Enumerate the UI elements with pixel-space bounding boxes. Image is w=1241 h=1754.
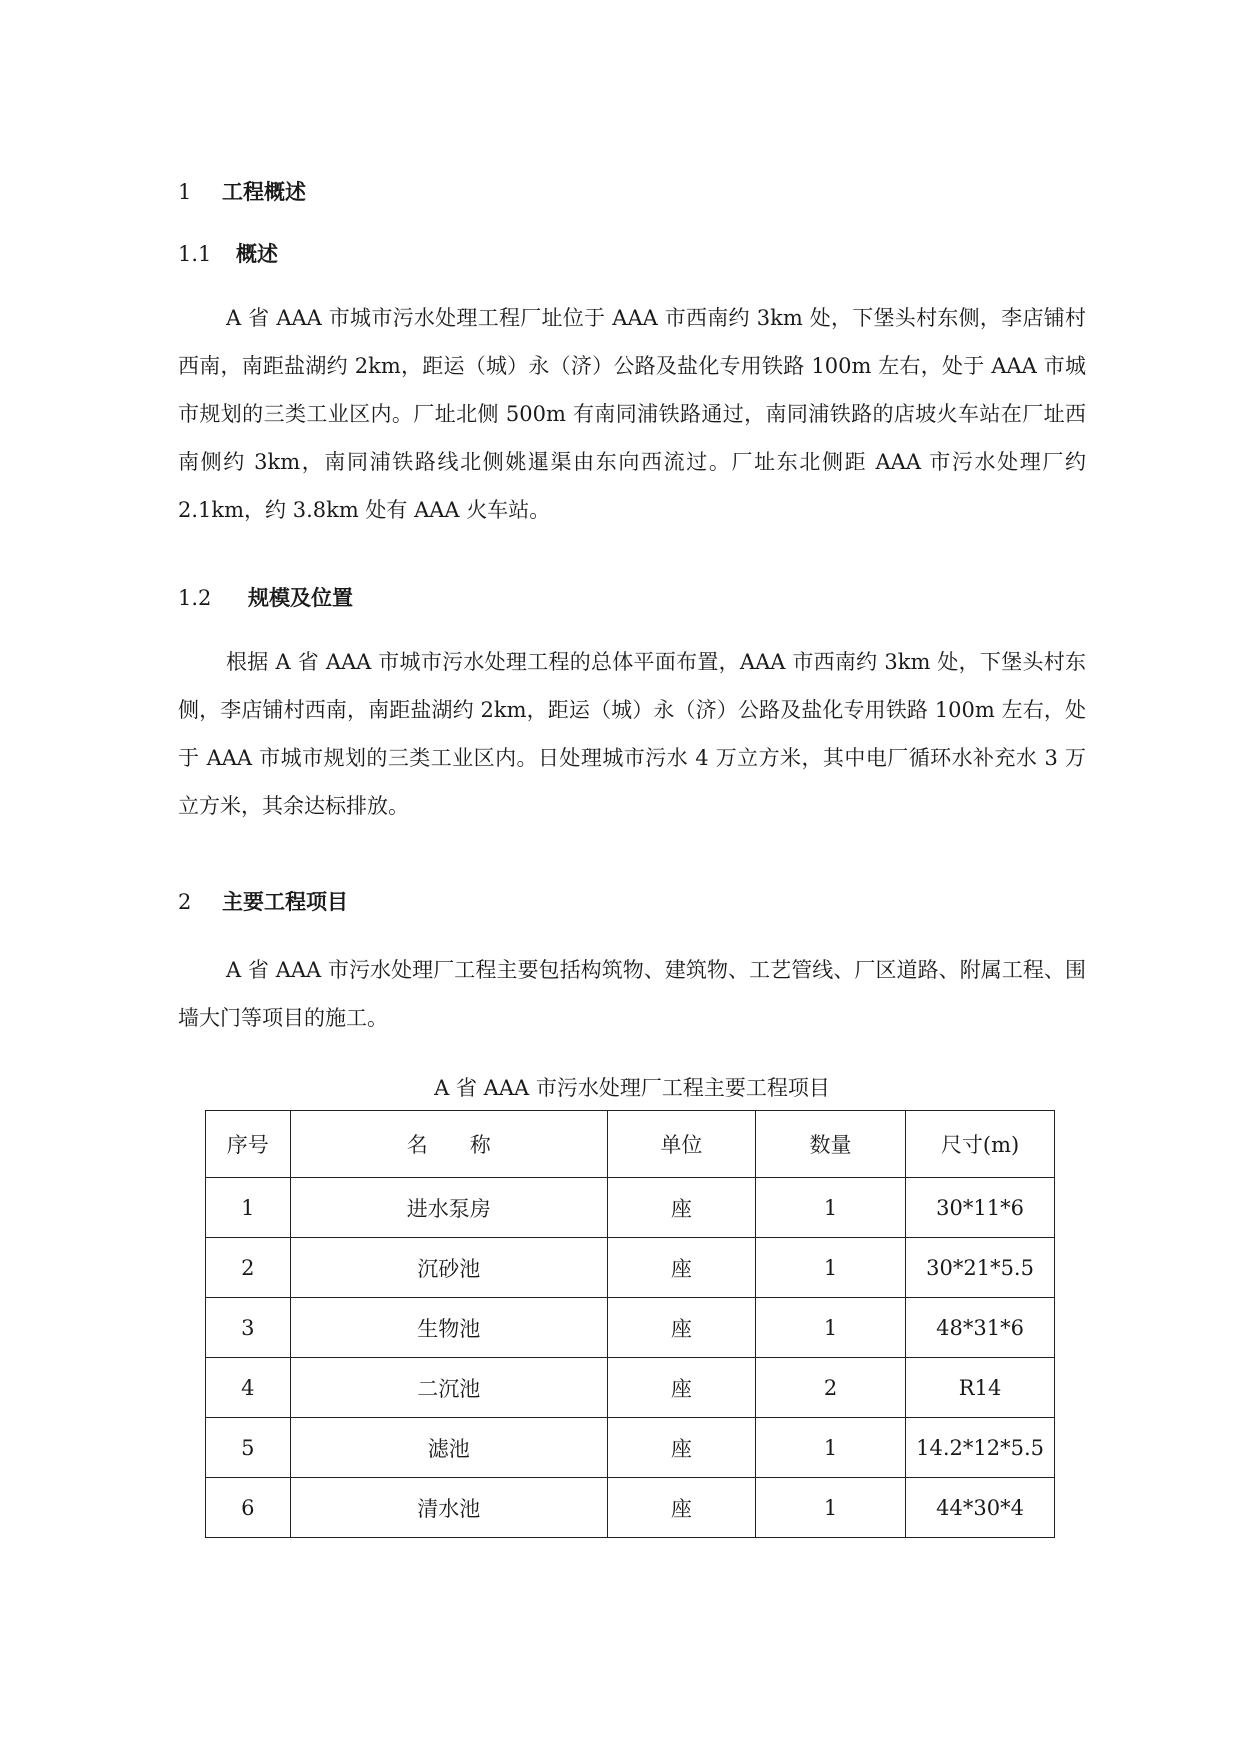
cell-index: 2 bbox=[206, 1238, 291, 1298]
cell-index: 6 bbox=[206, 1478, 291, 1538]
header-cell-name: 名 称 bbox=[290, 1111, 607, 1178]
section-number: 2 bbox=[178, 890, 192, 914]
cell-index: 5 bbox=[206, 1418, 291, 1478]
table-row bbox=[206, 1298, 1055, 1358]
table-row bbox=[206, 1478, 1055, 1538]
header-cell-quantity: 数量 bbox=[755, 1111, 905, 1178]
section-number: 1 bbox=[178, 180, 192, 204]
section-heading-1-1 bbox=[178, 238, 278, 268]
table-row bbox=[206, 1178, 1055, 1238]
cell-unit: 座 bbox=[607, 1178, 755, 1238]
cell-quantity: 2 bbox=[755, 1358, 905, 1418]
header-cell-unit: 单位 bbox=[607, 1111, 755, 1178]
cell-unit: 座 bbox=[607, 1478, 755, 1538]
paragraph-scale-location: 根据 A 省 AAA 市城市污水处理工程的总体平面布置，AAA 市西南约 3km 处，下堡头村东侧，李店铺村西南，南距盐湖约 2km，距运（城）永（济）公路及盐化专用铁路 100m 左右，处于 AAA 市城市规划的三类工业区内。日处理城市污水 4 万立方米，其中电厂循环水补充水 3 万立方米，其余达标排放。 bbox=[178, 650, 1086, 818]
section-heading-2 bbox=[178, 886, 348, 916]
cell-unit: 座 bbox=[607, 1418, 755, 1478]
section-number: 1.1 bbox=[178, 242, 212, 266]
cell-quantity: 1 bbox=[755, 1178, 905, 1238]
cell-name: 二沉池 bbox=[290, 1358, 607, 1418]
table-row bbox=[206, 1418, 1055, 1478]
cell-size: 14.2*12*5.5 bbox=[906, 1418, 1055, 1478]
cell-name: 沉砂池 bbox=[290, 1238, 607, 1298]
table-header-row bbox=[206, 1111, 1055, 1178]
table-caption: A 省 AAA 市污水处理厂工程主要工程项目 bbox=[434, 1076, 830, 1100]
cell-quantity: 1 bbox=[755, 1298, 905, 1358]
cell-unit: 座 bbox=[607, 1298, 755, 1358]
section-heading-1 bbox=[178, 176, 306, 206]
cell-size: 30*21*5.5 bbox=[906, 1238, 1055, 1298]
cell-size: 48*31*6 bbox=[906, 1298, 1055, 1358]
table-row bbox=[206, 1238, 1055, 1298]
cell-index: 3 bbox=[206, 1298, 291, 1358]
section-number: 1.2 bbox=[178, 586, 212, 610]
cell-unit: 座 bbox=[607, 1358, 755, 1418]
cell-quantity: 1 bbox=[755, 1418, 905, 1478]
cell-size: 30*11*6 bbox=[906, 1178, 1055, 1238]
cell-name: 生物池 bbox=[290, 1298, 607, 1358]
cell-unit: 座 bbox=[607, 1238, 755, 1298]
cell-size: 44*30*4 bbox=[906, 1478, 1055, 1538]
cell-name: 清水池 bbox=[290, 1478, 607, 1538]
cell-quantity: 1 bbox=[755, 1238, 905, 1298]
section-heading-1-2 bbox=[178, 582, 353, 612]
project-items-table bbox=[205, 1110, 1055, 1538]
header-cell-size: 尺寸(m) bbox=[906, 1111, 1055, 1178]
cell-index: 4 bbox=[206, 1358, 291, 1418]
section-title: 概述 bbox=[236, 242, 278, 266]
section-title: 规模及位置 bbox=[248, 586, 353, 610]
cell-index: 1 bbox=[206, 1178, 291, 1238]
cell-size: R14 bbox=[906, 1358, 1055, 1418]
header-cell-index: 序号 bbox=[206, 1111, 291, 1178]
cell-quantity: 1 bbox=[755, 1478, 905, 1538]
paragraph-overview: A 省 AAA 市城市污水处理工程厂址位于 AAA 市西南约 3km 处，下堡头村东侧，李店铺村西南，南距盐湖约 2km，距运（城）永（济）公路及盐化专用铁路 100m 左右，处于 AAA 市城市规划的三类工业区内。厂址北侧 500m 有南同浦铁路通过，南同浦铁路的店坡火车站在厂址西南侧约 3km，南同浦铁路线北侧姚暹渠由东向西流过。厂址东北侧距 AAA 市污水处理厂约 2.1km，约 3.8km 处有 AAA 火车站。 bbox=[178, 306, 1086, 522]
cell-name: 进水泵房 bbox=[290, 1178, 607, 1238]
section-title: 主要工程项目 bbox=[222, 890, 348, 914]
paragraph-main-items: A 省 AAA 市污水处理厂工程主要包括构筑物、建筑物、工艺管线、厂区道路、附属工程、围墙大门等项目的施工。 bbox=[178, 958, 1086, 1030]
section-title: 工程概述 bbox=[222, 180, 306, 204]
cell-name: 滤池 bbox=[290, 1418, 607, 1478]
table-row bbox=[206, 1358, 1055, 1418]
